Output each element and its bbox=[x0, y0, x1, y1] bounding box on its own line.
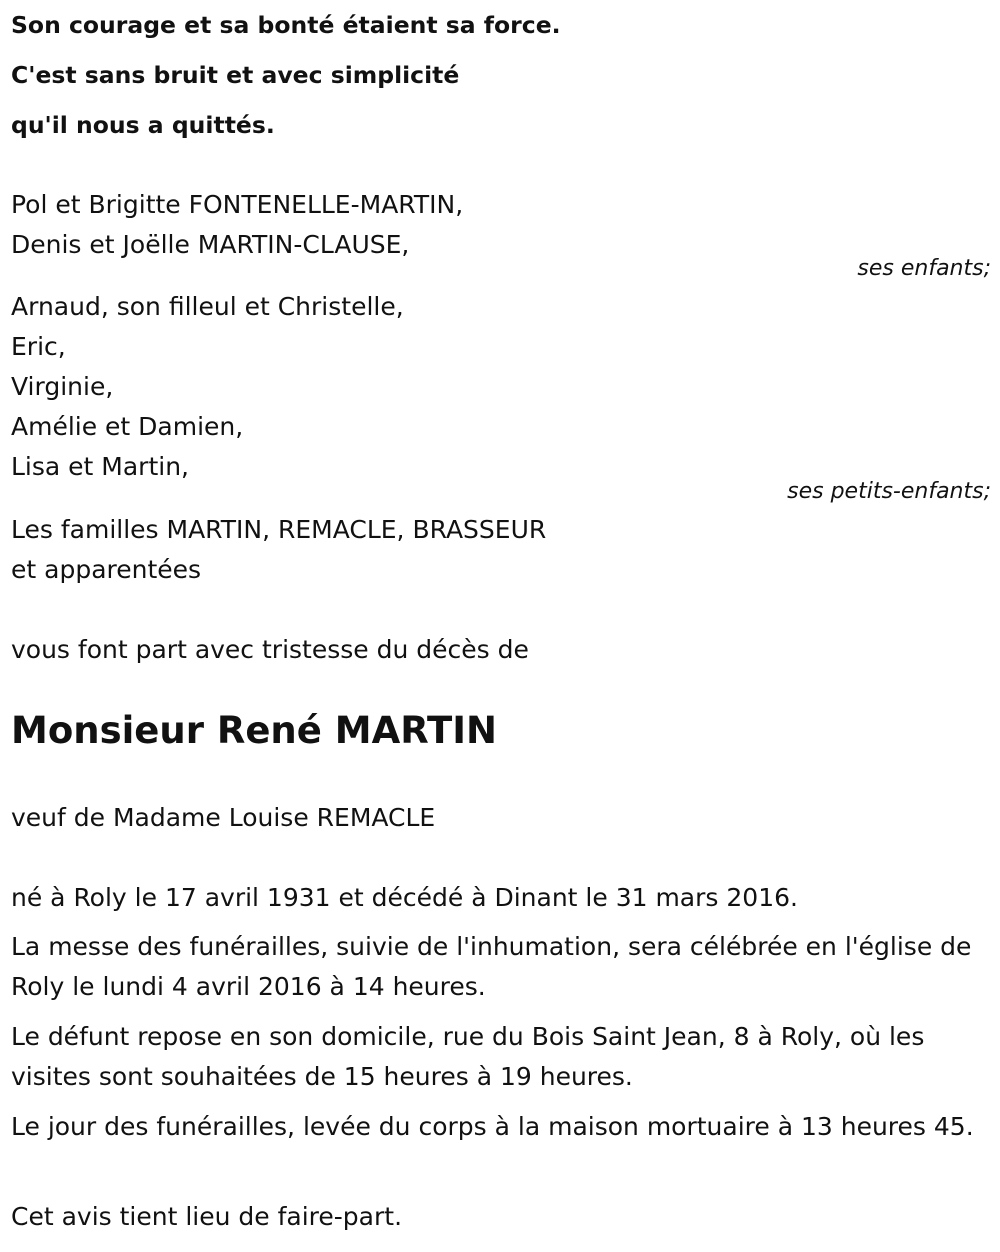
departure-text: Le jour des funérailles, levée du corps à la maison mortuaire à 13 heures 45. bbox=[11, 1112, 974, 1141]
grandchildren-role-label: ses petits-enfants; bbox=[787, 479, 991, 504]
child-name: Pol et Brigitte FONTENELLE-MARTIN, bbox=[11, 190, 464, 219]
grandchild-name: Amélie et Damien, bbox=[11, 412, 244, 441]
grandchild-name: Lisa et Martin, bbox=[11, 452, 190, 481]
spouse-text: veuf de Madame Louise REMACLE bbox=[11, 803, 436, 832]
grandchild-name: Virginie, bbox=[11, 372, 114, 401]
child-name: Denis et Joëlle MARTIN-CLAUSE, bbox=[11, 230, 410, 259]
funeral-text: La messe des funérailles, suivie de l'inhumation, sera célébrée en l'église de Roly le lundi 4 avril 2016 à 14 heures. bbox=[11, 932, 972, 1001]
children-role-label: ses enfants; bbox=[857, 256, 991, 281]
quote-line-2: C'est sans bruit et avec simplicité bbox=[11, 61, 460, 89]
birth-death-text: né à Roly le 17 avril 1931 et décédé à Dinant le 31 mars 2016. bbox=[11, 883, 798, 912]
families-line-2: et apparentées bbox=[11, 555, 202, 584]
quote-line-1: Son courage et sa bonté étaient sa force. bbox=[11, 11, 561, 39]
grandchild-name: Arnaud, son filleul et Christelle, bbox=[11, 292, 404, 321]
notice-text: Cet avis tient lieu de faire-part. bbox=[11, 1202, 403, 1231]
rest-text: Le défunt repose en son domicile, rue du Bois Saint Jean, 8 à Roly, où les visites sont souhaitées de 15 heures à 19 heures. bbox=[11, 1022, 925, 1091]
announcement-text: vous font part avec tristesse du décès de bbox=[11, 635, 529, 664]
families-line-1: Les familles MARTIN, REMACLE, BRASSEUR bbox=[11, 515, 547, 544]
grandchild-name: Eric, bbox=[11, 332, 66, 361]
deceased-name: Monsieur René MARTIN bbox=[11, 709, 498, 752]
quote-line-3: qu'il nous a quittés. bbox=[11, 111, 275, 139]
